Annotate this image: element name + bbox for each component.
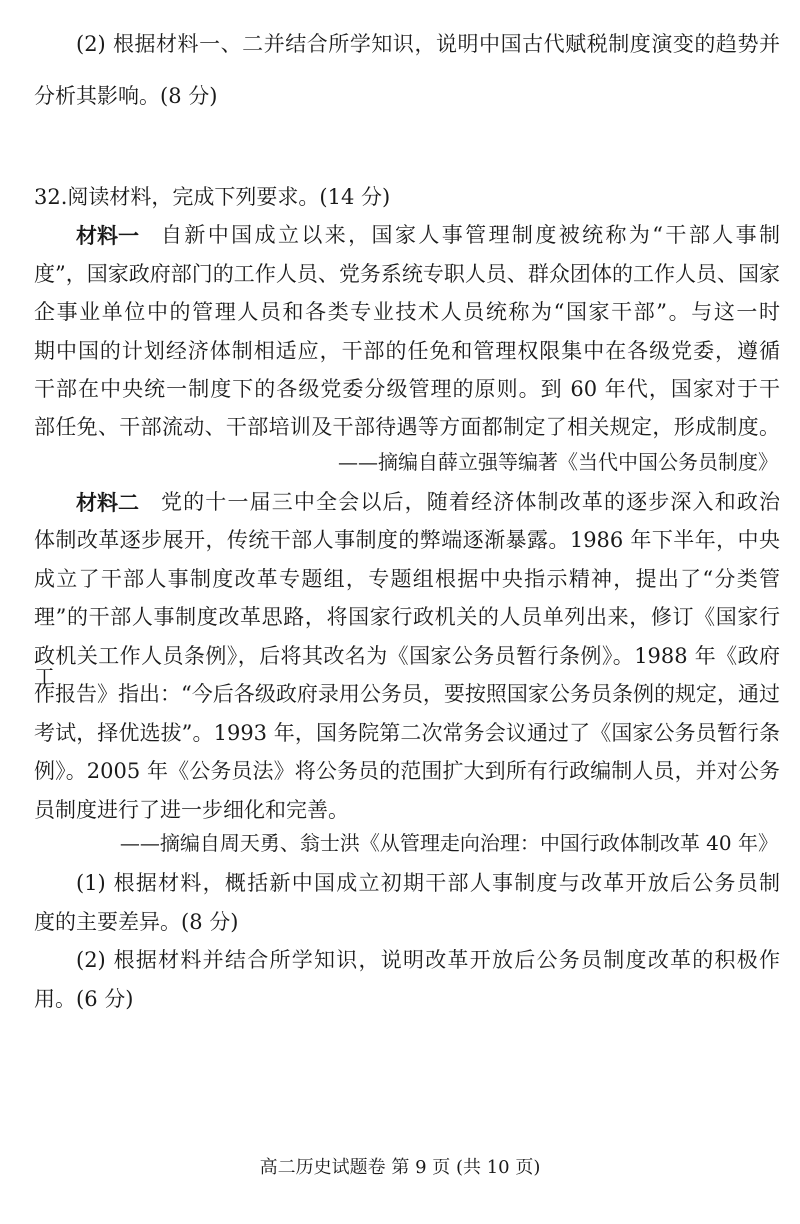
material1-line2: 度”，国家政府部门的工作人员、党务系统专职人员、群众团体的工作人员、国家: [34, 262, 780, 286]
material2-line2: 体制改革逐步展开，传统干部人事制度的弊端逐渐暴露。1986 年下半年，中央: [34, 528, 780, 552]
material2-source: ——摘编自周天勇、翁士洪《从管理走向治理：中国行政体制改革 40 年》: [119, 831, 778, 855]
prev-question-part2-line2: 分析其影响。(8 分): [34, 84, 218, 108]
material1-line3: 企事业单位中的管理人员和各类专业技术人员统称为“国家干部”。与这一时: [34, 300, 780, 324]
material2-line9: 员制度进行了进一步细化和完善。: [34, 798, 349, 822]
q32-part2-line2: 用。(6 分): [34, 987, 134, 1011]
material2-line8: 例》。2005 年《公务员法》将公务员的范围扩大到所有行政编制人员，并对公务: [34, 759, 780, 783]
material2-line5: 政机关工作人员条例》，后将其改名为《国家公务员暂行条例》。1988 年《政府工: [34, 644, 780, 689]
material1-line6: 部任免、干部流动、干部培训及干部待遇等方面都制定了相关规定，形成制度。: [34, 415, 780, 439]
question-32-heading: 32.阅读材料，完成下列要求。(14 分): [34, 185, 391, 209]
material1-line1: 自新中国成立以来，国家人事管理制度被统称为“干部人事制: [161, 223, 780, 247]
page-footer: 高二历史试题卷 第 9 页 (共 10 页): [259, 1157, 541, 1178]
material2-line6: 作报告》指出：“今后各级政府录用公务员，要按照国家公务员条例的规定，通过: [34, 682, 780, 706]
q32-part1-line2: 度的主要差异。(8 分): [34, 910, 239, 934]
q32-part1-line1: (1) 根据材料，概括新中国成立初期干部人事制度与改革开放后公务员制: [76, 871, 780, 895]
material1-line5: 干部在中央统一制度下的各级党委分级管理的原则。到 60 年代，国家对于干: [34, 377, 780, 401]
material2-line4: 理”的干部人事制度改革思路，将国家行政机关的人员单列出来，修订《国家行: [34, 605, 780, 629]
material2-line3: 成立了干部人事制度改革专题组，专题组根据中央指示精神，提出了“分类管: [34, 567, 780, 591]
material1-source: ——摘编自薛立强等编著《当代中国公务员制度》: [338, 450, 778, 474]
material2-line7: 考试，择优选拔”。1993 年，国务院第二次常务会议通过了《国家公务员暂行条: [34, 721, 780, 745]
material1-label: 材料一: [76, 223, 139, 248]
q32-part2-line1: (2) 根据材料并结合所学知识，说明改革开放后公务员制度改革的积极作: [76, 948, 780, 972]
material1-line4: 期中国的计划经济体制相适应，干部的任免和管理权限集中在各级党委，遵循: [34, 339, 780, 363]
material1-first-line: [76, 225, 780, 246]
material2-first-line: [76, 492, 780, 513]
material2-line1: 党的十一届三中全会以后，随着经济体制改革的逐步深入和政治: [161, 490, 780, 514]
material2-label: 材料二: [76, 490, 139, 515]
prev-question-part2-line1: (2) 根据材料一、二并结合所学知识，说明中国古代赋税制度演变的趋势并: [76, 32, 780, 56]
